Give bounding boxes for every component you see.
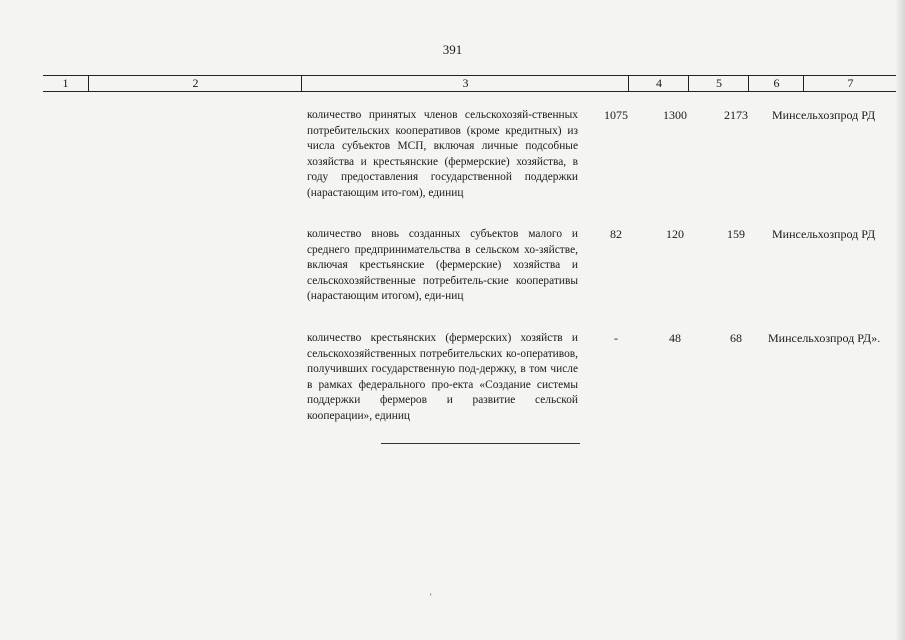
row-value-col6: 2173 <box>724 108 748 122</box>
row-description: количество принятых членов сельскохозяй-ственных потребительских кооперативов (кроме кредитных) из числа субъектов МСП, включая личные подсобные хозяйства и крестьянские (фермерские) хозяйства, в году предоставления государственной поддержки (нарастающим ито-гом), единиц <box>307 109 578 199</box>
row-value-col5: 120 <box>666 227 684 241</box>
closing-rule <box>381 443 580 444</box>
header-cell-2: 2 <box>88 76 302 91</box>
header-cell-7: 7 <box>803 76 897 91</box>
row-description: количество крестьянских (фермерских) хозяйств и сельскохозяйственных потребительских ко-оперативов, получивших государственную под-держку, в том числе в рамках федерального про-екта «Создание системы поддержки фермеров и развитие сельской кооперации», единиц <box>307 332 578 422</box>
row-value-col5: 48 <box>669 331 681 345</box>
scan-edge-shadow <box>895 0 905 640</box>
row-value-col6: 159 <box>727 227 745 241</box>
row-responsible: Минсельхозпрод РД <box>772 227 876 241</box>
header-cell-3: 3 <box>301 76 629 91</box>
row-description: количество вновь созданных субъектов малого и среднего предпринимательства в сельском хо-зяйстве, включая крестьянские (фермерские) хозяйства и сельскохозяйственные потребитель-ские кооперативы (нарастающим итогом), еди-ниц <box>307 228 578 303</box>
table-header-row <box>43 75 896 92</box>
row-value-col4: - <box>614 331 618 345</box>
row-value-col4: 1075 <box>604 108 628 122</box>
row-value-col5: 1300 <box>663 108 687 122</box>
header-cell-4: 4 <box>628 76 689 91</box>
row-responsible: Минсельхозпрод РД <box>772 108 876 122</box>
footer-mark: ' <box>430 592 432 602</box>
row-responsible: Минсельхозпрод РД». <box>768 331 881 345</box>
page-number: 391 <box>442 42 463 57</box>
header-cell-1: 1 <box>62 76 69 90</box>
row-value-col4: 82 <box>610 227 622 241</box>
row-value-col6: 68 <box>730 331 742 345</box>
header-cell-5: 5 <box>688 76 749 91</box>
header-cell-6: 6 <box>748 76 804 91</box>
